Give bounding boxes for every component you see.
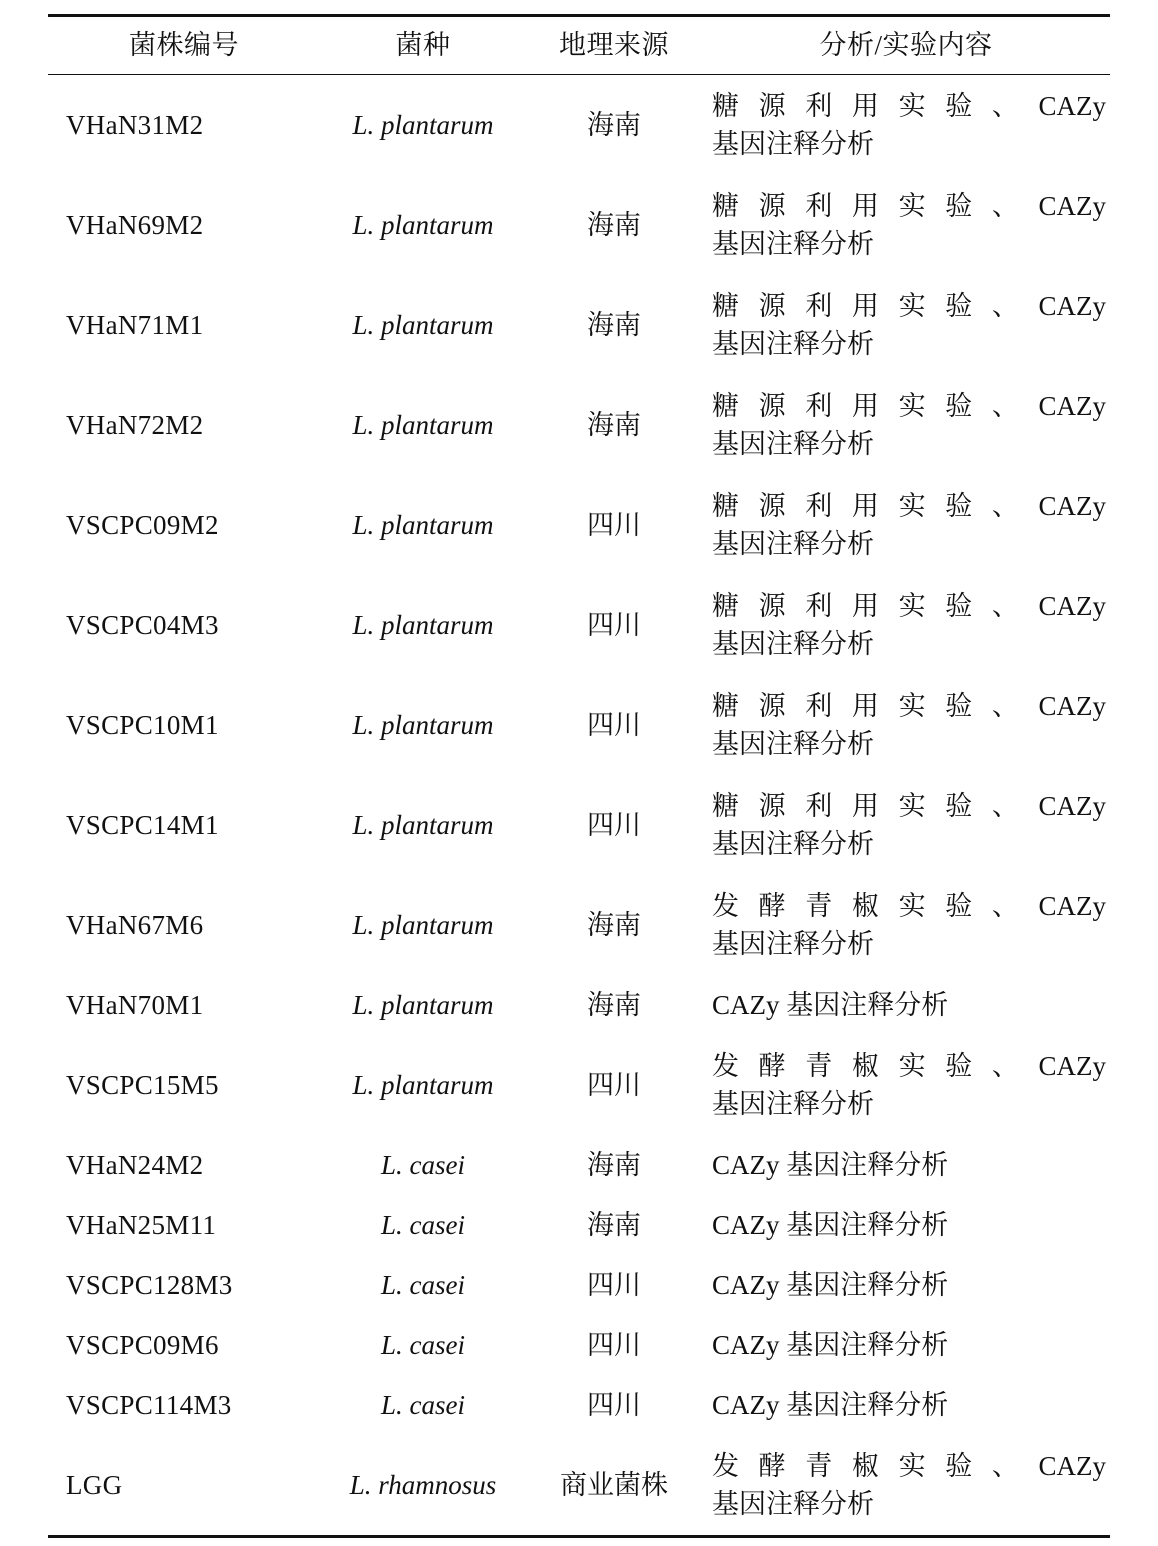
table-row [48, 975, 1110, 1035]
column-header-strain-id: 菌株编号 [48, 16, 320, 75]
analysis-line-2: 基因注释分析 [712, 229, 874, 259]
analysis-line-2: 基因注释分析 [712, 529, 874, 559]
analysis-line-1: 糖源利用实验、CAZy [712, 690, 1106, 721]
strain-table [48, 14, 1110, 1538]
cell-analysis-content [702, 475, 1110, 575]
cell-strain-id: VHaN24M2 [66, 1149, 204, 1180]
cell-analysis-content [702, 1255, 1110, 1315]
cell-geographic-origin: 四川 [587, 1269, 641, 1300]
analysis-line-2: 基因注释分析 [712, 1489, 874, 1519]
cell-analysis-content [702, 1135, 1110, 1195]
cell-geographic-origin: 海南 [587, 409, 641, 440]
cell-species: L. plantarum [352, 409, 494, 440]
cell-analysis-content [702, 175, 1110, 275]
table-body [48, 75, 1110, 1537]
cell-strain-id: VHaN69M2 [66, 209, 204, 240]
cell-analysis-content [702, 675, 1110, 775]
table-header [48, 16, 1110, 75]
cell-geographic-origin: 四川 [587, 509, 641, 540]
analysis-line-1: 糖源利用实验、CAZy [712, 90, 1106, 121]
analysis-line-1: CAZy 基因注释分析 [712, 1149, 949, 1180]
analysis-line-2: 基因注释分析 [712, 729, 874, 759]
table-row [48, 75, 1110, 176]
cell-species: L. rhamnosus [349, 1469, 497, 1500]
cell-analysis-content [702, 75, 1110, 176]
cell-strain-id: VSCPC128M3 [66, 1269, 233, 1300]
cell-species: L. plantarum [352, 709, 494, 740]
analysis-line-1: 发酵青椒实验、CAZy [712, 1050, 1106, 1081]
cell-strain-id: VHaN71M1 [66, 309, 204, 340]
table-row [48, 1195, 1110, 1255]
analysis-line-2: 基因注释分析 [712, 129, 874, 159]
cell-geographic-origin: 四川 [587, 809, 641, 840]
cell-analysis-content [702, 1315, 1110, 1375]
table-row [48, 1375, 1110, 1435]
table-row [48, 1255, 1110, 1315]
cell-geographic-origin: 海南 [587, 989, 641, 1020]
analysis-line-1: 糖源利用实验、CAZy [712, 390, 1106, 421]
cell-species: L. plantarum [352, 809, 494, 840]
cell-geographic-origin: 四川 [587, 1389, 641, 1420]
cell-geographic-origin: 海南 [587, 209, 641, 240]
cell-geographic-origin: 四川 [587, 1329, 641, 1360]
column-header-geographic-origin: 地理来源 [526, 16, 702, 75]
analysis-line-1: CAZy 基因注释分析 [712, 1329, 949, 1360]
cell-strain-id: VSCPC10M1 [66, 709, 219, 740]
cell-analysis-content [702, 375, 1110, 475]
cell-species: L. casei [381, 1149, 465, 1180]
cell-species: L. plantarum [352, 509, 494, 540]
cell-species: L. casei [381, 1329, 465, 1360]
cell-analysis-content [702, 1435, 1110, 1537]
cell-strain-id: VHaN25M11 [66, 1209, 217, 1240]
cell-analysis-content [702, 275, 1110, 375]
table-row [48, 875, 1110, 975]
cell-analysis-content [702, 875, 1110, 975]
cell-species: L. plantarum [352, 109, 494, 140]
cell-species: L. plantarum [352, 309, 494, 340]
analysis-line-1: CAZy 基因注释分析 [712, 989, 949, 1020]
cell-species: L. plantarum [352, 209, 494, 240]
analysis-line-1: CAZy 基因注释分析 [712, 1209, 949, 1240]
cell-strain-id: VHaN31M2 [66, 109, 204, 140]
cell-strain-id: VSCPC114M3 [66, 1389, 232, 1420]
cell-analysis-content [702, 575, 1110, 675]
cell-analysis-content [702, 1375, 1110, 1435]
cell-species: L. plantarum [352, 609, 494, 640]
table-row [48, 1035, 1110, 1135]
analysis-line-2: 基因注释分析 [712, 829, 874, 859]
cell-geographic-origin: 海南 [587, 1149, 641, 1180]
analysis-line-1: CAZy 基因注释分析 [712, 1269, 949, 1300]
table-row [48, 475, 1110, 575]
table-row [48, 675, 1110, 775]
cell-species: L. casei [381, 1209, 465, 1240]
analysis-line-1: 糖源利用实验、CAZy [712, 190, 1106, 221]
analysis-line-2: 基因注释分析 [712, 329, 874, 359]
cell-species: L. casei [381, 1269, 465, 1300]
analysis-line-1: 糖源利用实验、CAZy [712, 290, 1106, 321]
cell-geographic-origin: 商业菌株 [560, 1469, 668, 1500]
cell-strain-id: VSCPC09M2 [66, 509, 219, 540]
analysis-line-1: 糖源利用实验、CAZy [712, 490, 1106, 521]
cell-strain-id: VSCPC04M3 [66, 609, 219, 640]
analysis-line-2: 基因注释分析 [712, 629, 874, 659]
cell-species: L. plantarum [352, 909, 494, 940]
cell-species: L. plantarum [352, 1069, 494, 1100]
document-page [0, 14, 1158, 1546]
cell-geographic-origin: 四川 [587, 609, 641, 640]
column-header-species: 菌种 [320, 16, 526, 75]
cell-species: L. plantarum [352, 989, 494, 1020]
analysis-line-2: 基因注释分析 [712, 429, 874, 459]
cell-analysis-content [702, 1035, 1110, 1135]
analysis-line-1: CAZy 基因注释分析 [712, 1389, 949, 1420]
analysis-line-1: 糖源利用实验、CAZy [712, 590, 1106, 621]
table-row [48, 275, 1110, 375]
analysis-line-2: 基因注释分析 [712, 929, 874, 959]
cell-geographic-origin: 海南 [587, 109, 641, 140]
analysis-line-1: 发酵青椒实验、CAZy [712, 1450, 1106, 1481]
cell-analysis-content [702, 775, 1110, 875]
table-row [48, 1135, 1110, 1195]
cell-analysis-content [702, 975, 1110, 1035]
table-row [48, 775, 1110, 875]
table-row [48, 375, 1110, 475]
cell-geographic-origin: 海南 [587, 309, 641, 340]
column-header-analysis-content: 分析/实验内容 [702, 16, 1110, 75]
table-row [48, 175, 1110, 275]
cell-strain-id: VHaN67M6 [66, 909, 204, 940]
cell-geographic-origin: 海南 [587, 909, 641, 940]
table-row [48, 1435, 1110, 1537]
cell-strain-id: VSCPC09M6 [66, 1329, 219, 1360]
table-row [48, 575, 1110, 675]
cell-species: L. casei [381, 1389, 465, 1420]
analysis-line-1: 糖源利用实验、CAZy [712, 790, 1106, 821]
cell-geographic-origin: 四川 [587, 709, 641, 740]
analysis-line-2: 基因注释分析 [712, 1089, 874, 1119]
analysis-line-1: 发酵青椒实验、CAZy [712, 890, 1106, 921]
table-header-row [48, 16, 1110, 75]
cell-strain-id: VSCPC15M5 [66, 1069, 219, 1100]
cell-geographic-origin: 海南 [587, 1209, 641, 1240]
cell-geographic-origin: 四川 [587, 1069, 641, 1100]
table-row [48, 1315, 1110, 1375]
cell-analysis-content [702, 1195, 1110, 1255]
cell-strain-id: VHaN72M2 [66, 409, 204, 440]
cell-strain-id: LGG [66, 1469, 123, 1500]
cell-strain-id: VHaN70M1 [66, 989, 204, 1020]
cell-strain-id: VSCPC14M1 [66, 809, 219, 840]
